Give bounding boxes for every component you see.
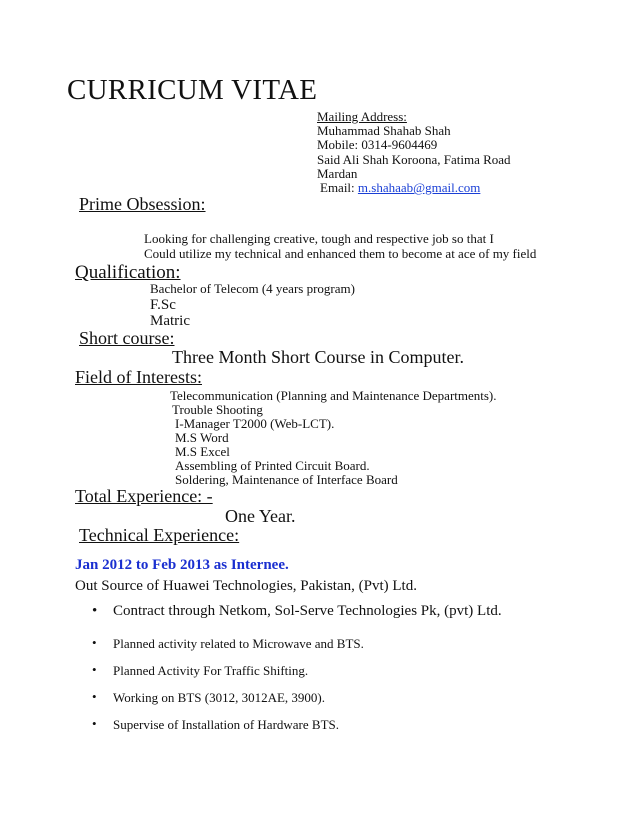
experience-bullet-item: Contract through Netkom, Sol-Serve Technologies Pk, (pvt) Ltd. [113, 603, 502, 619]
contact-address-line1: Said Ali Shah Koroona, Fatima Road [317, 152, 511, 167]
experience-company: Out Source of Huawei Technologies, Pakistan, (Pvt) Ltd. [75, 578, 417, 594]
interest-item: Trouble Shooting [172, 402, 263, 417]
experience-bullet-item: Planned Activity For Traffic Shifting. [113, 663, 309, 678]
technical-experience-heading: Technical Experience: [79, 525, 240, 545]
bullet-dot-icon: • [92, 716, 97, 731]
qualification-heading: Qualification: [75, 262, 181, 283]
document-title: CURRICUM VITAE [67, 74, 318, 106]
short-course-heading: Short course: [79, 328, 175, 348]
contact-mobile: Mobile: 0314-9604469 [317, 137, 438, 152]
email-label: Email: [320, 180, 355, 195]
bullet-dot-icon: • [92, 635, 97, 650]
contact-email-line [320, 181, 480, 196]
interest-item: M.S Excel [175, 444, 230, 459]
interest-item: I-Manager T2000 (Web-LCT). [175, 416, 335, 431]
bullet-dot-icon: • [92, 603, 98, 619]
prime-obsession-line2: Could utilize my technical and enhanced them to become at ace of my field [144, 246, 537, 261]
contact-name: Muhammad Shahab Shah [317, 123, 451, 138]
interest-item: Assembling of Printed Circuit Board. [175, 458, 370, 473]
qualification-item: F.Sc [150, 297, 176, 313]
bullet-dot-icon: • [92, 662, 97, 677]
interest-item: Telecommunication (Planning and Maintenance Departments). [170, 388, 497, 403]
qualification-item: Bachelor of Telecom (4 years program) [150, 281, 355, 296]
experience-bullet-item: Planned activity related to Microwave and BTS. [113, 636, 364, 651]
total-experience-heading: Total Experience: - [75, 486, 213, 506]
contact-address-line2: Mardan [317, 166, 358, 181]
mailing-address-heading: Mailing Address: [317, 109, 407, 124]
bullet-dot-icon: • [92, 689, 97, 704]
field-of-interests-heading: Field of Interests: [75, 367, 202, 387]
qualification-item: Matric [150, 313, 190, 329]
interest-item: Soldering, Maintenance of Interface Board [175, 472, 398, 487]
interest-item: M.S Word [175, 430, 229, 445]
email-link[interactable]: m.shahaab@gmail.com [357, 180, 481, 195]
short-course-text: Three Month Short Course in Computer. [172, 347, 464, 367]
experience-bullet-item: Working on BTS (3012, 3012AE, 3900). [113, 690, 325, 705]
experience-period: Jan 2012 to Feb 2013 as Internee. [75, 557, 289, 573]
total-experience-value: One Year. [225, 506, 296, 526]
prime-obsession-heading: Prime Obsession: [79, 194, 206, 214]
experience-bullet-item: Supervise of Installation of Hardware BTS. [113, 717, 340, 732]
prime-obsession-line1: Looking for challenging creative, tough and respective job so that I [144, 231, 494, 246]
